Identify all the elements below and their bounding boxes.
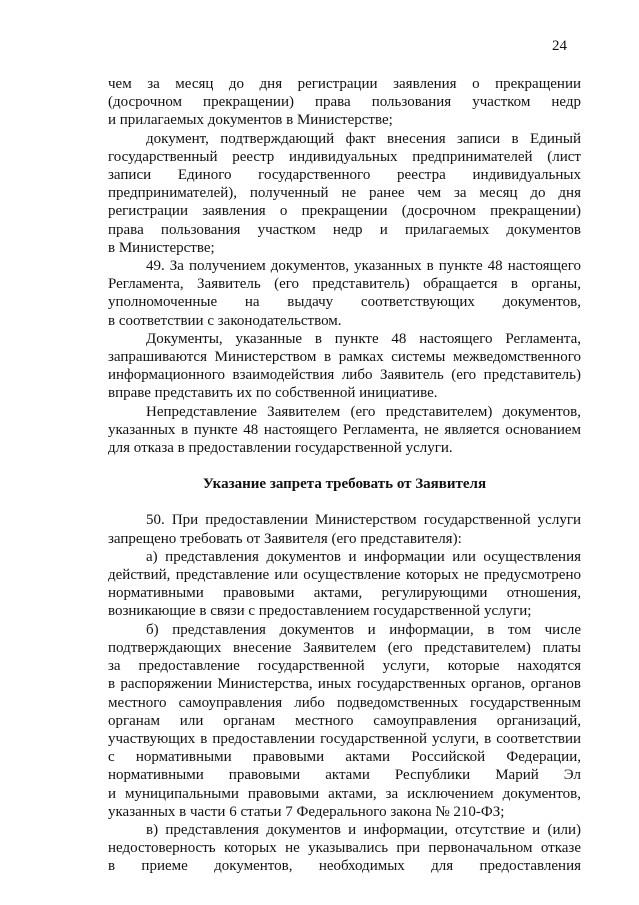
text-line: действий, представление или осуществление которых не предусмотрено (108, 567, 581, 584)
text-line: в приеме документов, необходимых для предоставления (108, 858, 581, 875)
text-line: уполномоченные на выдачу соответствующих документов, (108, 294, 581, 311)
text-line: и муниципальными правовыми актами, за исключением документов, (108, 785, 581, 802)
text-line: и прилагаемых документов в Министерстве; (108, 112, 393, 129)
text-line: Непредставление Заявителем (его представителем) документов, (146, 403, 581, 420)
paragraph-subitem-b (108, 621, 581, 821)
text-line: местного самоуправления либо подведомственных государственным (108, 694, 581, 711)
text-line: Документы, указанные в пункте 48 настоящего Регламента, (146, 330, 581, 347)
text-line: документ, подтверждающий факт внесения записи в Единый (146, 130, 581, 147)
paragraph-item-50 (108, 511, 581, 547)
page-number: 24 (552, 38, 567, 54)
document-body (108, 75, 581, 876)
text-line: нормативными правовыми актами Республики Марий Эл (108, 767, 581, 784)
paragraph-subitem-v (108, 821, 581, 876)
text-line: запрещено требовать от Заявителя (его представителя): (108, 530, 462, 547)
text-line: регистрации заявления о прекращении (досрочном прекращении) (108, 203, 581, 220)
text-line: для отказа в предоставлении государственной услуги. (108, 440, 453, 457)
text-line: предпринимателей), полученный не ранее чем за месяц до дня (108, 185, 581, 202)
paragraph-item-49 (108, 257, 581, 330)
section-heading: Указание запрета требовать от Заявителя (202, 476, 487, 493)
text-line: в) представления документов и информации, отсутствие и (или) (146, 821, 581, 838)
text-line: в распоряжении Министерства, иных государственных органов, органов (108, 676, 581, 693)
text-line: за предоставление государственной услуги, которые находятся (108, 658, 581, 675)
text-line: Регламента, Заявитель (его представитель) обращается в органы, (108, 276, 581, 293)
text-line: подтверждающих внесение Заявителем (его представителем) платы (108, 639, 581, 656)
text-line: запрашиваются Министерством в рамках системы межведомственного (108, 349, 581, 366)
text-line: государственный реестр индивидуальных предпринимателей (лист (108, 148, 581, 165)
text-line: б) представления документов и информации, в том числе (146, 621, 581, 638)
text-line: указанных в части 6 статьи 7 Федерального закона № 210-ФЗ; (108, 803, 505, 820)
text-line: 50. При предоставлении Министерством государственной услуги (146, 512, 581, 529)
paragraph (108, 330, 581, 403)
text-line: права пользования участком недр и прилагаемых документов (108, 221, 581, 238)
text-line: 49. За получением документов, указанных в пункте 48 настоящего (146, 258, 581, 275)
text-line: в Министерстве; (108, 239, 215, 256)
text-line: с нормативными правовыми актами Российской Федерации, (108, 749, 581, 766)
text-line: а) представления документов и информации или осуществления (146, 548, 581, 565)
text-line: вправе представить их по собственной инициативе. (108, 385, 438, 402)
text-line: недостоверность которых не указывались при первоначальном отказе (108, 840, 581, 857)
text-line: органам или органам местного самоуправления организаций, (108, 712, 581, 729)
paragraph-subitem-a (108, 548, 581, 621)
text-line: нормативными правовыми актами, регулирующими отношения, (108, 585, 581, 602)
text-line: информационного взаимодействия либо Заявитель (его представитель) (108, 367, 581, 384)
text-line: чем за месяц до дня регистрации заявления о прекращении (108, 76, 581, 92)
text-line: возникающие в связи с предоставлением государственной услуги; (108, 603, 532, 620)
paragraph (108, 403, 581, 458)
text-line: участвующих в предоставлении государственной услуги, в соответствии (108, 730, 581, 747)
text-line: (досрочном прекращении) права пользования участком недр (108, 94, 581, 111)
paragraph (108, 130, 581, 257)
paragraph (108, 75, 581, 130)
text-line: в соответствии с законодательством. (108, 312, 342, 329)
text-line: указанных в пункте 48 настоящего Регламента, не является основанием (108, 421, 581, 438)
text-line: записи Единого государственного реестра индивидуальных (108, 167, 581, 184)
